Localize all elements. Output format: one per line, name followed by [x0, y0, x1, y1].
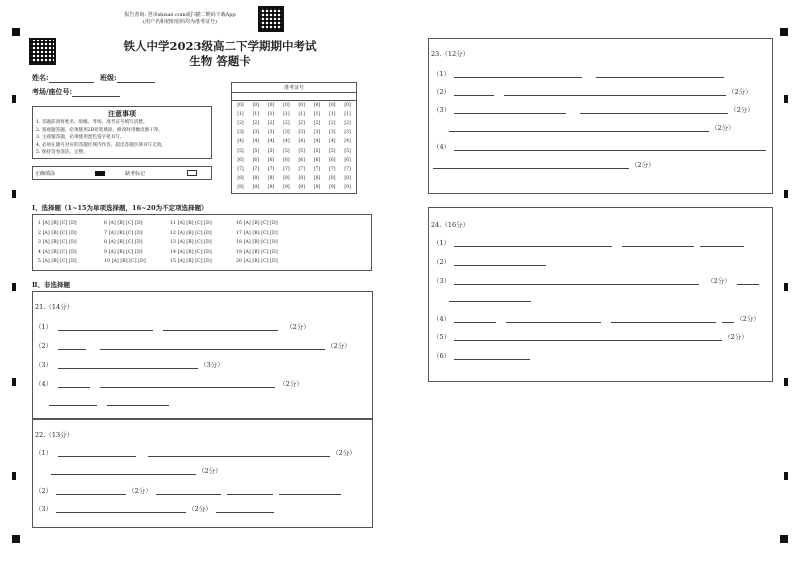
choice-question[interactable]: 11 [A] [B] [C] [D]: [170, 221, 212, 226]
exam-id-bubble[interactable]: [8]: [283, 175, 290, 181]
q23-part3-cont[interactable]: （2分）: [449, 123, 735, 132]
choice-question[interactable]: 6 [A] [B] [C] [D]: [104, 221, 143, 226]
exam-id-bubble[interactable]: [5]: [344, 148, 351, 154]
choice-section: [32, 214, 372, 271]
q21-title: 21.（14分）: [35, 303, 74, 311]
q23-part4[interactable]: （4）: [433, 142, 766, 151]
exam-id-bubble[interactable]: [4]: [344, 139, 351, 145]
app-qr-code: [258, 6, 284, 32]
q24-part3[interactable]: （3） （2分）: [433, 276, 759, 285]
exam-id-grid[interactable]: [231, 82, 357, 194]
exam-id-bubble[interactable]: [5]: [252, 148, 259, 154]
exam-id-bubble[interactable]: [1]: [267, 112, 275, 118]
exam-id-bubble[interactable]: [0]: [344, 103, 351, 108]
exam-id-bubble[interactable]: [7]: [283, 166, 290, 172]
correct-fill-sample: [95, 171, 105, 176]
exam-id-bubble[interactable]: [4]: [252, 139, 259, 145]
choice-question[interactable]: 4 [A] [B] [C] [D]: [38, 249, 77, 255]
choice-question[interactable]: 17 [A] [B] [C] [D]: [236, 230, 278, 236]
exam-id-bubble[interactable]: [7]: [298, 166, 305, 172]
student-qr-code: [29, 38, 56, 65]
exam-id-bubble[interactable]: [2]: [313, 121, 321, 127]
side-mark: [784, 472, 788, 480]
exam-id-bubble[interactable]: [6]: [267, 157, 275, 163]
q22-part1[interactable]: （1） （2分）: [35, 449, 356, 457]
exam-id-bubble[interactable]: [6]: [329, 157, 336, 163]
section2-title: Ⅱ、非选择题: [32, 281, 70, 289]
side-mark: [12, 283, 16, 291]
exam-id-bubble[interactable]: [0]: [298, 103, 305, 108]
side-mark: [784, 378, 788, 386]
exam-id-bubble[interactable]: [8]: [344, 175, 351, 181]
exam-id-bubble[interactable]: [1]: [237, 112, 244, 118]
fill-legend: [32, 166, 212, 180]
registration-mark: [780, 535, 788, 543]
exam-id-bubble[interactable]: [8]: [329, 175, 336, 181]
exam-id-bubble[interactable]: [0]: [329, 103, 336, 108]
room-label: 考场/座位号:: [32, 87, 73, 96]
exam-id-bubble[interactable]: [8]: [237, 175, 244, 181]
exam-id-bubble[interactable]: [2]: [267, 121, 275, 127]
q21-part3[interactable]: （3） （3分）: [35, 361, 224, 369]
exam-id-bubble[interactable]: [6]: [283, 157, 290, 163]
section1-title: Ⅰ、选择题（1~15为单项选择题，16~20为不定项选择题）: [32, 204, 208, 212]
exam-id-bubble[interactable]: [3]: [298, 130, 305, 136]
choice-question[interactable]: 16 [A] [B] [C] [D]: [236, 221, 278, 226]
exam-id-bubble[interactable]: [4]: [313, 139, 321, 145]
q22-part1-cont[interactable]: （2分）: [51, 466, 222, 475]
exam-id-bubble[interactable]: [0]: [313, 103, 321, 108]
choice-question[interactable]: 15 [A] [B] [C] [D]: [170, 259, 212, 264]
exam-id-bubble[interactable]: [0]: [267, 103, 275, 108]
q24-box: [428, 207, 773, 382]
choice-question[interactable]: 19 [A] [B] [C] [D]: [236, 249, 278, 255]
q23-part1[interactable]: （1）: [433, 69, 724, 78]
q24-part2[interactable]: （2）: [433, 257, 546, 266]
exam-id-bubble[interactable]: [6]: [252, 157, 259, 163]
choice-question[interactable]: 14 [A] [B] [C] [D]: [170, 249, 212, 255]
exam-id-bubble[interactable]: [6]: [313, 157, 321, 163]
absent-label: 缺考标记: [125, 171, 146, 177]
choice-question[interactable]: 12 [A] [B] [C] [D]: [170, 230, 212, 236]
choice-question[interactable]: 9 [A] [B] [C] [D]: [104, 249, 143, 255]
q22-part3[interactable]: （3） （2分）: [35, 504, 274, 513]
registration-mark: [12, 535, 20, 543]
exam-id-bubble[interactable]: [1]: [298, 112, 305, 118]
choice-question[interactable]: 10 [A] [B] [C] [D]: [104, 259, 146, 264]
q21-part1[interactable]: （1） （2分）: [35, 323, 310, 331]
report-notice-line1: 报告查询: 登录shisae.com或扫描二维码下载App: [124, 12, 236, 18]
room-field[interactable]: [32, 87, 120, 97]
exam-id-bubble[interactable]: [3]: [237, 130, 244, 136]
exam-id-bubble[interactable]: [8]: [313, 175, 321, 181]
exam-id-bubble[interactable]: [9]: [313, 184, 321, 190]
exam-id-bubble[interactable]: [5]: [267, 148, 275, 154]
note-item: 4. 必须在题号对应的答题区域内作答，超出答题区域书写无效。: [36, 142, 166, 148]
side-mark: [12, 378, 16, 386]
exam-id-bubble[interactable]: [4]: [283, 139, 290, 145]
exam-id-bubble[interactable]: [0]: [237, 103, 244, 108]
q21-box: [32, 291, 373, 419]
q22-part2[interactable]: （2） （2分）: [35, 486, 341, 495]
q24-part5[interactable]: （5） （2分）: [433, 333, 748, 341]
exam-id-bubble[interactable]: [1]: [329, 112, 336, 118]
exam-id-bubble[interactable]: [5]: [329, 148, 336, 154]
q21-part2[interactable]: （2） （2分）: [35, 342, 351, 350]
side-mark: [12, 472, 16, 480]
choice-question[interactable]: 1 [A] [B] [C] [D]: [38, 221, 77, 226]
side-mark: [12, 190, 16, 198]
exam-id-bubble[interactable]: [4]: [267, 139, 275, 145]
exam-id-bubble[interactable]: [9]: [252, 184, 259, 190]
exam-id-bubble[interactable]: [2]: [283, 121, 290, 127]
exam-id-bubble[interactable]: [6]: [344, 157, 351, 163]
exam-id-bubble[interactable]: [3]: [329, 130, 336, 136]
notes-box: [32, 106, 212, 159]
exam-id-bubble[interactable]: [4]: [237, 139, 244, 145]
q24-part6[interactable]: （6）: [433, 351, 530, 360]
q24-part4[interactable]: （4） （2分）: [433, 315, 760, 323]
choice-question[interactable]: 18 [A] [B] [C] [D]: [236, 240, 278, 245]
note-item: 3. 主观题答题，必须使用黑色签字笔书写。: [36, 135, 125, 140]
exam-id-bubble[interactable]: [6]: [298, 157, 305, 163]
exam-id-bubble[interactable]: [5]: [237, 148, 244, 154]
exam-id-bubble[interactable]: [0]: [252, 103, 259, 108]
exam-id-bubble[interactable]: [2]: [329, 121, 336, 127]
exam-id-bubble[interactable]: [1]: [283, 112, 290, 118]
registration-mark: [780, 28, 788, 36]
side-mark: [12, 95, 16, 103]
exam-id-bubble[interactable]: [6]: [237, 157, 244, 163]
exam-id-bubble[interactable]: [5]: [283, 148, 290, 154]
exam-id-bubble[interactable]: [9]: [237, 184, 244, 190]
exam-id-label: 准考证号: [232, 83, 356, 93]
exam-id-bubble[interactable]: [7]: [313, 166, 321, 172]
report-notice-line2: (用户名和初始密码均为准考证号): [143, 19, 217, 25]
q24-title: 24.（16分）: [431, 221, 470, 229]
exam-id-bubble[interactable]: [7]: [329, 166, 336, 172]
exam-id-bubble[interactable]: [7]: [252, 166, 259, 172]
choice-question[interactable]: 5 [A] [B] [C] [D]: [38, 259, 77, 264]
exam-id-bubble[interactable]: [9]: [344, 184, 351, 190]
note-item: 1. 答题前请将姓名、班级、考场、准考证号填写清楚。: [36, 120, 148, 125]
exam-id-bubble[interactable]: [7]: [344, 166, 351, 172]
exam-id-bubble[interactable]: [1]: [252, 112, 259, 118]
exam-id-bubble[interactable]: [0]: [283, 103, 290, 108]
exam-id-bubble[interactable]: [2]: [252, 121, 259, 127]
name-label: 姓名:: [32, 73, 49, 82]
exam-id-bubble[interactable]: [7]: [267, 166, 275, 172]
notes-title: 注意事项: [108, 109, 136, 118]
report-notice: [115, 12, 245, 26]
choice-question[interactable]: 13 [A] [B] [C] [D]: [170, 240, 212, 245]
q23-part2[interactable]: （2） （2分）: [433, 88, 752, 96]
choice-question[interactable]: 3 [A] [B] [C] [D]: [38, 240, 77, 245]
exam-id-bubble[interactable]: [1]: [313, 112, 321, 118]
absent-checkbox[interactable]: [187, 170, 197, 176]
exam-id-bubble[interactable]: [8]: [298, 175, 305, 181]
exam-id-input-row: [232, 93, 356, 101]
q23-box: [428, 38, 773, 194]
exam-id-bubble[interactable]: [3]: [267, 130, 275, 136]
q21-part4[interactable]: （4） （2分）: [35, 380, 303, 388]
exam-id-bubble[interactable]: [3]: [313, 130, 321, 136]
exam-id-bubble[interactable]: [3]: [252, 130, 259, 136]
choice-question[interactable]: 7 [A] [B] [C] [D]: [104, 230, 143, 236]
exam-id-bubble[interactable]: [5]: [298, 148, 305, 154]
exam-id-bubble[interactable]: [5]: [313, 148, 321, 154]
exam-id-bubble[interactable]: [3]: [283, 130, 290, 136]
exam-id-bubble[interactable]: [9]: [283, 184, 290, 190]
exam-id-bubble[interactable]: [9]: [267, 184, 275, 190]
q22-title: 22.（13分）: [35, 431, 74, 439]
exam-id-bubble[interactable]: [8]: [252, 175, 259, 181]
exam-id-bubble[interactable]: [2]: [237, 121, 244, 127]
exam-id-bubble[interactable]: [4]: [329, 139, 336, 145]
q24-part3-cont[interactable]: [449, 294, 531, 302]
q23-title: 23.（12分）: [431, 50, 470, 58]
exam-id-bubble[interactable]: [8]: [267, 175, 275, 181]
q24-part1[interactable]: （1）: [433, 238, 744, 247]
choice-question[interactable]: 8 [A] [B] [C] [D]: [104, 240, 143, 245]
exam-id-bubble[interactable]: [4]: [298, 139, 305, 145]
class-label: 班级:: [100, 73, 117, 82]
correct-fill-label: 正确填涂: [35, 171, 56, 177]
q23-part4-cont[interactable]: （2分）: [433, 160, 655, 169]
exam-id-bubble[interactable]: [9]: [298, 184, 305, 190]
registration-mark: [12, 28, 20, 36]
exam-id-bubble[interactable]: [9]: [329, 184, 336, 190]
exam-id-bubble[interactable]: [3]: [344, 130, 351, 136]
choice-question[interactable]: 2 [A] [B] [C] [D]: [38, 230, 77, 236]
exam-id-bubble[interactable]: [1]: [344, 112, 351, 118]
side-mark: [784, 190, 788, 198]
q22-box: [32, 419, 373, 528]
note-item: 2. 客观题答题，必须使用2B铅笔填涂，修改时用橡皮擦干净。: [36, 127, 163, 133]
exam-id-bubble[interactable]: [7]: [237, 166, 244, 172]
page-subtitle: 生物 答题卡: [189, 54, 251, 68]
choice-question[interactable]: 20 [A] [B] [C] [D]: [236, 259, 278, 264]
exam-id-bubble[interactable]: [2]: [344, 121, 351, 127]
q23-part3[interactable]: （3） （2分）: [433, 106, 754, 114]
note-item: 5. 保持答卷清洁、完整。: [36, 150, 88, 155]
side-mark: [784, 95, 788, 103]
page-title: 铁人中学2023级高二下学期期中考试: [123, 39, 317, 53]
q21-part4-cont[interactable]: [49, 398, 169, 406]
side-mark: [784, 283, 788, 291]
name-field[interactable]: [32, 73, 155, 83]
exam-id-bubble[interactable]: [2]: [298, 121, 305, 127]
